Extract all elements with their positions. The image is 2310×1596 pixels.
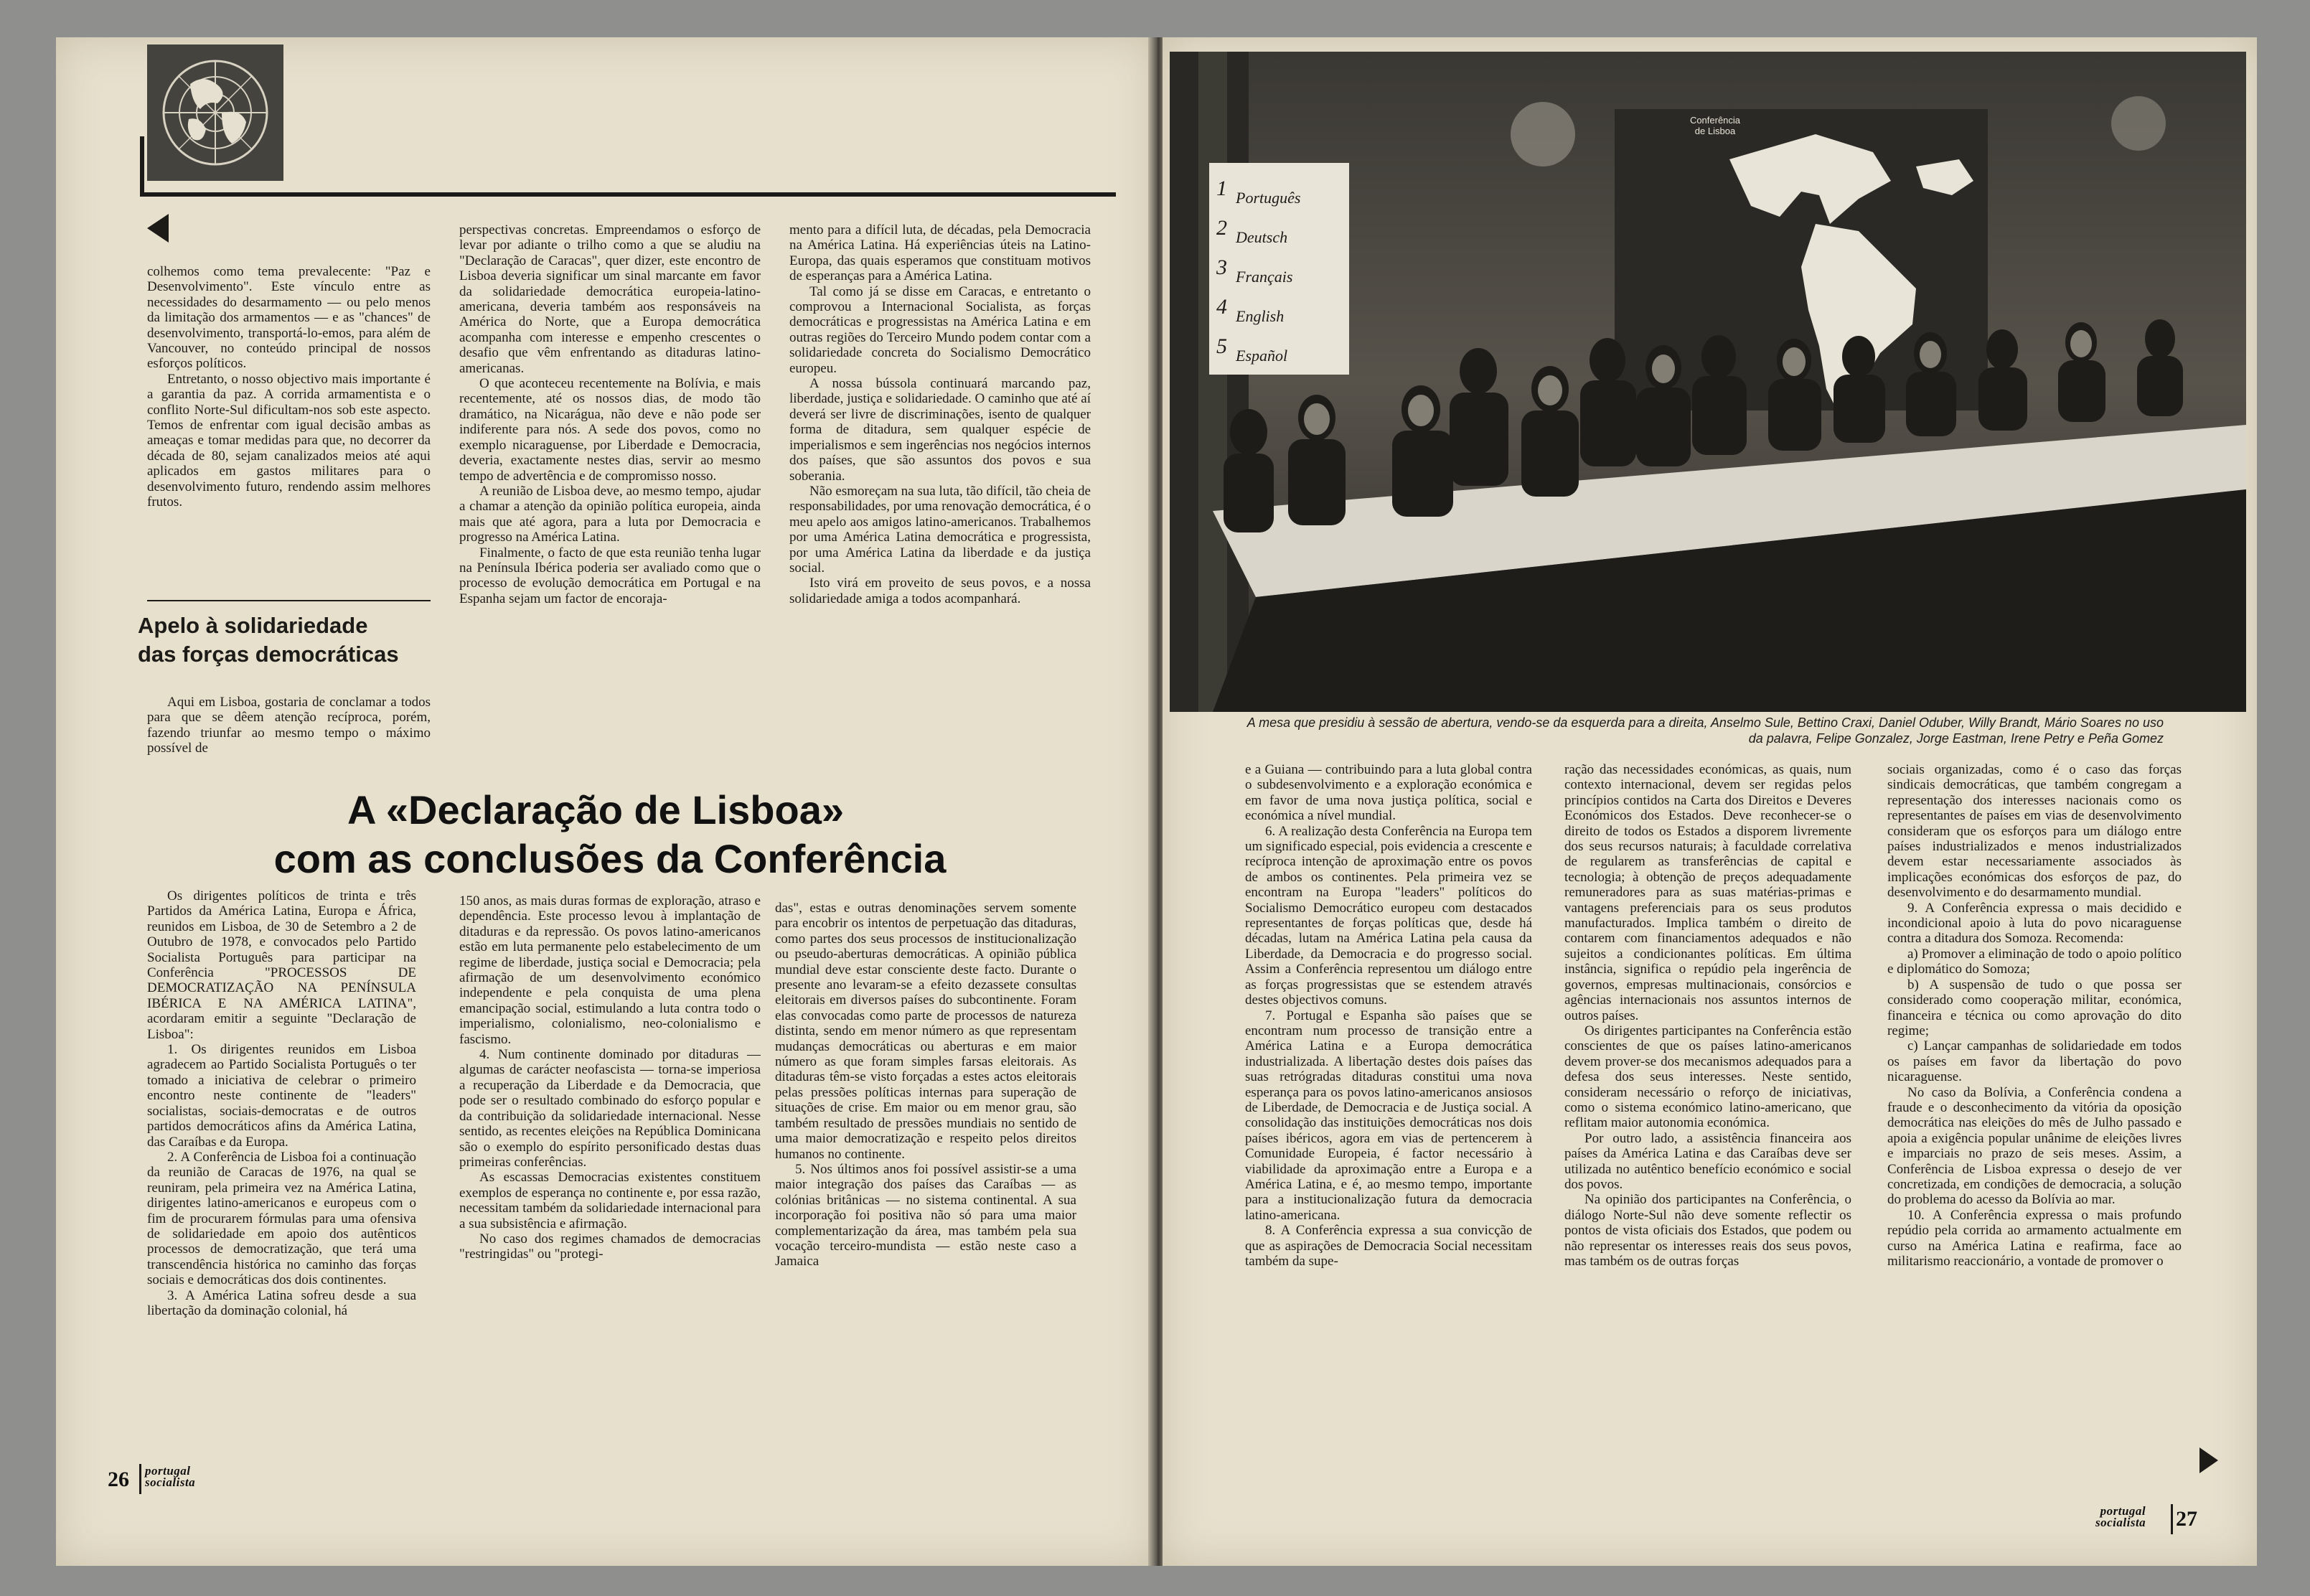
left-col1-intro bbox=[147, 264, 431, 594]
paragraph: 6. A realização desta Conferência na Europa tem um significado especial, pois evidencia a crescente e recíproca intenção de aproximação entre os povos de ambos os continentes. Pela primeira vez se encontram na Europa "leaders" políticos do Socialismo Democrático europeu com destacados representantes de forças políticas que, desde há décadas, lutam na América Latina pela causa da Liberdade, da Democracia e do progresso social. Assim a Conferência representou um diálogo entre as forças progressistas que se estendem através destes objectivos comuns. bbox=[1245, 823, 1532, 1008]
masthead-right-line1: portugal bbox=[2100, 1504, 2146, 1518]
left-col1-after-subhead bbox=[147, 695, 431, 774]
continue-arrow-left-icon bbox=[147, 214, 169, 243]
paragraph: 1. Os dirigentes reunidos em Lisboa agradecem ao Partido Socialista Português o ter tomado a iniciativa de celebrar o primeiro encontro neste continente de "leaders" socialistas, sociais-democratas e de outros partidos democráticos afins da América Latina, das Caraíbas e da Europa. bbox=[147, 1042, 416, 1150]
svg-text:4: 4 bbox=[1216, 295, 1227, 319]
paragraph: 9. A Conferência expressa o mais decidido e incondicional apoio à luta do povo nicaraguense contra a ditadura dos Somoza. Recomenda: bbox=[1887, 900, 2182, 947]
page-number-right: 27 bbox=[2176, 1507, 2197, 1531]
svg-text:1: 1 bbox=[1216, 177, 1227, 200]
header-rule bbox=[140, 192, 1116, 197]
paragraph: ração das necessidades económicas, as quais, num contexto internacional, devem ser regidas pelos princípios contidos na Carta dos Direitos e Deveres Económicos dos Estados. Deve reconhecer-se o direito de todos os Estados a disporem livremente dos seus recursos naturais; à faculdade correlativa de regularem as transferências de capital e tecnologia; à obtenção de preços adequadamente remuneradores para as suas matérias-primas e vantagens preferenciais para os seus produtos manufacturados. Implica também o direito de contarem com financiamentos adequados e não sujeitos a condicionantes políticas. Em última instância, significa o repúdio pela ingerência de governos, empresas multinacionais, consórcios e agências internacionais nos assuntos internos de outros países. bbox=[1564, 762, 1851, 1023]
svg-text:3: 3 bbox=[1216, 255, 1227, 279]
paragraph: 10. A Conferência expressa o mais profundo repúdio pela corrida ao armamento actualmente em curso na América Latina e reafirma, face ao militarismo reaccionário, a vontade de promover o bbox=[1887, 1207, 2182, 1269]
header-rule-left bbox=[140, 136, 144, 194]
section-subhead bbox=[138, 611, 482, 669]
paragraph: Os dirigentes políticos de trinta e três Partidos da América Latina, Europa e África, reunidos em Lisboa, de 30 de Setembro a 2 de Outubro de 1978, e convocados pelo Partido Socialista Português para participar na Conferência "PROCESSOS DE DEMOCRATIZAÇÃO NA PENÍNSULA IBÉRICA E NA AMÉRICA LATINA", acordaram emitir a seguinte "Declaração de Lisboa": bbox=[147, 888, 416, 1042]
paragraph: Não esmoreçam na sua luta, tão difícil, tão cheia de responsabilidades, por uma renovação democrática, é o meu apelo aos amigos latino-americanos. Trabalhemos por uma América Latina democrática e progressista, por uma América Latina da liberdade e da justiça social. bbox=[789, 483, 1091, 576]
sign-language-5: Español bbox=[1236, 347, 1288, 365]
conference-photo bbox=[1170, 52, 2246, 712]
left-lower-col2 bbox=[459, 893, 761, 1453]
right-col2 bbox=[1564, 762, 1851, 1473]
paragraph: e a Guiana — contribuindo para a luta global contra o subdesenvolvimento e a exploração económica e em favor de uma nova justiça política, social e económica a nível mundial. bbox=[1245, 762, 1532, 824]
article-title bbox=[179, 786, 1041, 883]
masthead-right-line2: socialista bbox=[2095, 1516, 2146, 1529]
paragraph: c) Lançar campanhas de solidariedade em todos os países em favor da libertação do povo nicaraguense. bbox=[1887, 1038, 2182, 1085]
paragraph: 150 anos, as mais duras formas de exploração, atraso e dependência. Este processo levou à implantação de ditaduras e da repressão. Os povos latino-americanos estão em luta permanente pelo estabelecimento de um regime de liberdade, justiça social e Democracia; pela afirmação de um desenvolvimento económico independente e pela conquista de uma plena emancipação social, estimulando a luta contra todo o imperialismo, colonialismo, neo-colonialismo e fascismo. bbox=[459, 893, 761, 1047]
svg-text:2: 2 bbox=[1216, 216, 1227, 240]
subhead-line2: das forças democráticas bbox=[138, 642, 399, 667]
paragraph: Na opinião dos participantes na Conferência, o diálogo Norte-Sul não deve somente reflectir os pontos de vista oficiais dos Estados, que podem ou não representar os interesses reais dos seus povos, mas também os de outras forças bbox=[1564, 1192, 1851, 1269]
right-col3 bbox=[1887, 762, 2182, 1473]
column-rule bbox=[147, 600, 431, 601]
sign-title-line1: Conferência bbox=[1689, 115, 1741, 126]
paragraph: 2. A Conferência de Lisboa foi a continuação da reunião de Caracas de 1976, na qual se reuniram, pela primeira vez na América Latina, dirigentes latino-americanos e europeus com o fim de procurarem fórmulas para uma ofensiva de solidariedade em apoio dos autênticos processos de democratização, que terá uma transcendência histórica no caminho das forças sociais e democráticas dos dois continentes. bbox=[147, 1149, 416, 1288]
paragraph: b) A suspensão de tudo o que possa ser considerado como cooperação militar, económica, financeira e técnica ou como aprovação do dito regime; bbox=[1887, 977, 2182, 1038]
paragraph: Aqui em Lisboa, gostaria de conclamar a todos para que se dêem atenção recíproca, porém, fazendo triunfar ao mesmo tempo o máximo possível de bbox=[147, 695, 431, 756]
paragraph: No caso da Bolívia, a Conferência condena a fraude e o desconhecimento da vitória da oposição democrática nas eleições do mês de Julho passado e apoia a exigência popular unânime de eleições livres e imparciais no prazo de seis meses. Assim, a Conferência de Lisboa expressa o desejo de ver concretizada, em condições de democracia, a solução do problema do acesso da Bolívia ao mar. bbox=[1887, 1084, 2182, 1208]
photo-caption: A mesa que presidiu à sessão de abertura, vendo-se da esquerda para a direita, Anselmo Sule, Bettino Craxi, Daniel Oduber, Willy Brandt, Mário Soares no uso da palavra, Felipe Gonzalez, Jorge Eastman, Irene Petry e Peña Gomez bbox=[1246, 715, 2164, 746]
left-col3 bbox=[789, 222, 1091, 782]
paragraph: Tal como já se disse em Caracas, e entretanto o comprovou a Internacional Socialista, as forças democráticas e progressistas na América Latina e em outras regiões do Terceiro Mundo podem contar com a solidariedade concreta do Socialismo Democrático europeu. bbox=[789, 283, 1091, 376]
title-line1: A «Declaração de Lisboa» bbox=[347, 787, 844, 832]
paragraph: colhemos como tema prevalecente: "Paz e Desenvolvimento". Este vínculo entre as necessidades do desarmamento — ou pelo menos da limitação dos armamentos — e as "chances" de desenvolvimento, transportá-lo-emos, para além de Vancouver, no conteúdo principal de nossos esforços políticos. bbox=[147, 264, 431, 372]
subhead-line1: Apelo à solidariedade bbox=[138, 613, 368, 638]
masthead-right bbox=[2095, 1506, 2146, 1529]
paragraph: As escassas Democracias existentes constituem exemplos de esperança no continente e, por essa razão, necessitam também da solidariedade internacional para a sua subsistência e afirmação. bbox=[459, 1170, 761, 1231]
paragraph: Por outro lado, a assistência financeira aos países da América Latina e das Caraíbas deve ser utilizada no autêntico benefício económico e social dos povos. bbox=[1564, 1130, 1851, 1192]
left-lower-col1 bbox=[147, 888, 416, 1455]
masthead-left-line1: portugal bbox=[145, 1464, 191, 1478]
continue-arrow-right-icon bbox=[2199, 1447, 2218, 1473]
paragraph: Finalmente, o facto de que esta reunião tenha lugar na Península Ibérica poderia ser avaliado como que o processo de evolução democrática em Portugal e na Espanha sejam um factor de encoraja- bbox=[459, 545, 761, 606]
svg-text:5: 5 bbox=[1216, 334, 1227, 358]
paragraph: Isto virá em proveito de seus povos, e a nossa solidariedade amiga a todos acompanhará. bbox=[789, 576, 1091, 606]
paragraph: 8. A Conferência expressa a sua convicção de que as aspirações de Democracia Social necessitam também da supe- bbox=[1245, 1223, 1532, 1269]
paragraph: A reunião de Lisboa deve, ao mesmo tempo, ajudar a chamar a atenção da opinião política europeia, ainda mais que até agora, para a luta por Democracia e progresso na América Latina. bbox=[459, 483, 761, 545]
paragraph: 7. Portugal e Espanha são países que se encontram num processo de transição entre a América Latina e a Europa democrática industrializada. A libertação destes dois países das suas retrógradas ditaduras constitui uma nova esperança para os povos latino-americanos ansiosos de Liberdade, de Democracia e de Justiça social. A consolidação das instituições democráticas nos dois países ibéricos, agora em vias de pertencerem à Comunidade Europeia, é factor necessário à viabilidade da aproximação entre a Europa e a América Latina, e é, ao mesmo tempo, importante para a institucionalização futura da democracia latino-americana. bbox=[1245, 1008, 1532, 1223]
folio-rule-left bbox=[139, 1464, 141, 1494]
left-col2 bbox=[459, 222, 761, 782]
masthead-left-line2: socialista bbox=[145, 1475, 196, 1489]
folio-rule-right bbox=[2171, 1504, 2173, 1534]
paragraph: sociais organizadas, como é o caso das forças sindicais democráticas, que também congregam a representação dos interesses nacionais como os representantes de países em vias de desenvolvimento consideram que os esforços para um diálogo entre países industrializados e menos industrializados devem estar necessariamente associados às implicações económicas dos esforços de paz, do desenvolvimento e do desarmamento mundial. bbox=[1887, 762, 2182, 901]
paragraph: 5. Nos últimos anos foi possível assistir-se a uma maior integração dos países das Caraíbas — as colónias britânicas — no sistema continental. A sua incorporação foi positiva não só para uma maior complementarização da área, mas também pela sua vocação terceiro-mundista — estão neste caso a Jamaica bbox=[775, 1161, 1076, 1269]
title-line2: com as conclusões da Conferência bbox=[273, 836, 947, 881]
paragraph: 4. Num continente dominado por ditaduras — algumas de carácter neofascista — torna-se imperiosa a recuperação da Liberdade e da Democracia, que pode ser o resultado combinado do esforço popular e da contribuição da solidariedade internacional. Nesse sentido, as recentes eleições na República Dominicana são o exemplo do espírito personificado destas duas primeiras conferências. bbox=[459, 1047, 761, 1170]
paragraph: a) Promover a eliminação de todo o apoio político e diplomático do Somoza; bbox=[1887, 946, 2182, 977]
sign-title-line2: de Lisboa bbox=[1694, 126, 1736, 136]
sign-language-1: Português bbox=[1236, 189, 1301, 207]
paragraph: das", estas e outras denominações servem somente para encobrir os intentos de perpetuação das ditaduras, como partes dos seus processos de institucionalização ou pseudo-aberturas democráticas. A opinião pública mundial deve estar consciente deste facto. Durante o presente ano levaram-se a efeito dezassete consultas eleitorais em diversos países do subcontinente. Foram elas convocadas como parte de processos de natureza distinta, sendo em menor número as que representam mudanças democráticas ou aberturas e em maior número as que foram simples farsas eleitorais. As ditaduras têm-se visto forçadas a estes actos eleitorais pelas pressões políticas internas para superação de situações de crise. Em maior ou em menor grau, são também resultado de pressões mundiais no sentido de uma maior democratização e respeito pelos direitos humanos no continente. bbox=[775, 901, 1076, 1162]
paragraph: Os dirigentes participantes na Conferência estão conscientes de que os países latino-americanos devem prover-se dos mecanismos adequados para a defesa dos seus interesses. Neste sentido, consideram necessário o reforço de iniciativas, como o sistema económico latino-americano, que reflitam maior autonomia económica. bbox=[1564, 1023, 1851, 1131]
paragraph: mento para a difícil luta, de décadas, pela Democracia na América Latina. Há experiências úteis na Latino-Europa, das quais esperamos que constituam motivos de esperanças para a América Latina. bbox=[789, 222, 1091, 284]
photo-sign-languages bbox=[1236, 178, 1343, 375]
sign-language-4: English bbox=[1236, 307, 1285, 325]
sign-language-2: Deutsch bbox=[1236, 228, 1288, 246]
photo-sign-title bbox=[1665, 115, 1765, 136]
globe-logo-icon bbox=[147, 44, 283, 181]
sign-language-3: Français bbox=[1236, 268, 1293, 286]
paragraph: 3. A América Latina sofreu desde a sua libertação da dominação colonial, há bbox=[147, 1287, 416, 1318]
paragraph: No caso dos regimes chamados de democracias "restringidas" ou "protegi- bbox=[459, 1231, 761, 1262]
paragraph: perspectivas concretas. Empreendamos o esforço de levar por adiante o trilho como a que se aludiu na "Declaração de Caracas", quer dizer, este encontro de Lisboa deveria significar um sinal marcante em favor da solidariedade democrática europeia-latino-americana, deveria também aos responsáveis na América do Norte, que a Europa democrática acompanha com interesse e empenho crescentes o desafio que vêm enfrentando as ditaduras latino-americanas. bbox=[459, 222, 761, 376]
paragraph: A nossa bússola continuará marcando paz, liberdade, justiça e solidariedade. O caminho que até aí deverá ser livre de discriminações, isento de qualquer forma de ditadura, sem qualquer espécie de imperialismos e sem ingerências nos negócios internos dos países, que são assuntos dos povos e sua soberania. bbox=[789, 376, 1091, 484]
paragraph: O que aconteceu recentemente na Bolívia, e mais recentemente, até os nossos dias, de modo tão dramático, na Nicarágua, não deve e não pode ser indiferente para nós. A sede dos povos, como no exemplo nicaraguense, por Liberdade e Democracia, deveria, exactamente nestes dias, servir ao mesmo tempo de advertência e de compromisso nosso. bbox=[459, 376, 761, 484]
paragraph: Entretanto, o nosso objectivo mais importante é a garantia da paz. A corrida armamentista e o conflito Norte-Sul dificultam-nos sob este aspecto. Temos de enfrentar com igual decisão ambas as ameaças e tomar medidas para que, no decorrer da década de 80, sejam canalizados meios até aqui aplicados em gastos militares para o desenvolvimento futuro, rendendo assim melhores frutos. bbox=[147, 371, 431, 510]
right-col1 bbox=[1245, 762, 1532, 1473]
left-lower-col3 bbox=[775, 901, 1076, 1453]
masthead-left bbox=[145, 1465, 195, 1488]
page-number-left: 26 bbox=[108, 1468, 129, 1491]
